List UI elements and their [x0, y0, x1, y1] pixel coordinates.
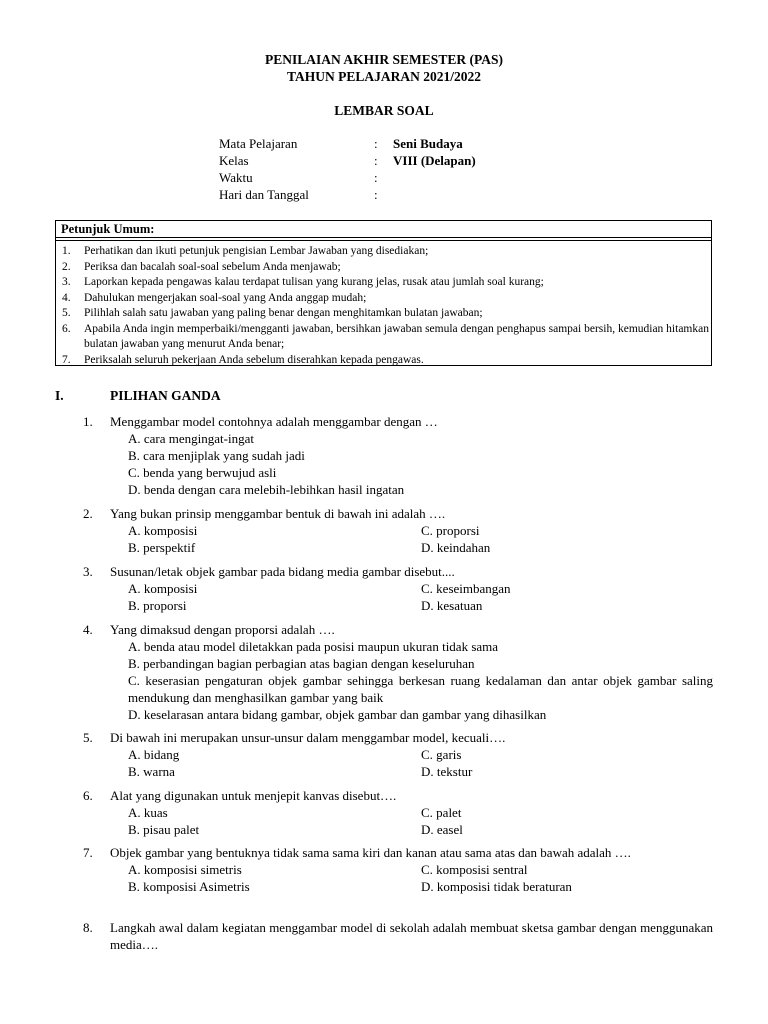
meta-row-class: [219, 152, 619, 169]
option-b[interactable]: B. warna: [128, 764, 175, 779]
option-c[interactable]: C. keserasian pengaturan objek gambar sehingga berkesan ruang kedalaman dan antar objek gambar saling mendukung dan menghasilkan gambar yang baik: [128, 673, 713, 705]
instruction-text: Laporkan kepada pengawas kalau terdapat tulisan yang kurang jelas, rusak atau jumlah soal kurang;: [84, 276, 544, 288]
question-number: 8.: [83, 920, 93, 935]
option-c[interactable]: C. komposisi sentral: [421, 862, 528, 877]
option-d[interactable]: D. keindahan: [421, 540, 491, 555]
instruction-text: Apabila Anda ingin memperbaiki/mengganti jawaban, bersihkan jawaban semula dengan penghapus sampai bersih, kemudian hitamkan bulatan jawaban yang menurut Anda benar;: [84, 322, 709, 350]
question-text: Di bawah ini merupakan unsur-unsur dalam menggambar model, kecuali….: [110, 730, 506, 745]
option-b[interactable]: B. proporsi: [128, 598, 187, 613]
question-text: Yang bukan prinsip menggambar bentuk di bawah ini adalah ….: [110, 506, 446, 521]
instruction-number: 3.: [62, 276, 71, 288]
question-6: [83, 787, 713, 838]
option-b[interactable]: B. cara menjiplak yang sudah jadi: [128, 448, 305, 463]
instructions-list: [56, 244, 711, 368]
option-b[interactable]: B. pisau palet: [128, 822, 200, 837]
instruction-item: [56, 291, 711, 307]
instruction-item: [56, 260, 711, 276]
question-number: 5.: [83, 730, 93, 745]
option-c[interactable]: C. palet: [421, 805, 462, 820]
meta-label: Hari dan Tanggal: [219, 187, 309, 202]
instruction-item: [56, 244, 711, 260]
instruction-number: 5.: [62, 307, 71, 319]
question-number: 3.: [83, 564, 93, 579]
instruction-text: Periksa dan bacalah soal-soal sebelum Anda menjawab;: [84, 260, 341, 273]
options-grid: [128, 580, 713, 614]
section-heading: [55, 388, 221, 404]
question-number: 7.: [83, 845, 93, 860]
question-number: 6.: [83, 788, 93, 803]
header-title-line2: TAHUN PELAJARAN 2021/2022: [286, 69, 481, 84]
options-grid: [128, 861, 713, 895]
instruction-text: Pilihlah salah satu jawaban yang paling benar dengan menghitamkan bulatan jawaban;: [84, 307, 483, 319]
header-title-line1: PENILAIAN AKHIR SEMESTER (PAS): [265, 52, 503, 67]
instructions-title: Petunjuk Umum:: [56, 221, 711, 238]
meta-row-time: [219, 169, 619, 186]
section-title: PILIHAN GANDA: [110, 388, 221, 403]
question-number: 4.: [83, 622, 93, 637]
meta-label: Kelas: [219, 153, 249, 168]
option-a[interactable]: A. bidang: [128, 747, 180, 762]
options-grid: [128, 804, 713, 838]
instruction-text: Perhatikan dan ikuti petunjuk pengisian Lembar Jawaban yang disediakan;: [84, 245, 429, 257]
meta-row-date: [219, 186, 619, 203]
meta-colon: :: [374, 187, 378, 202]
instructions-box: [55, 220, 712, 366]
exam-meta: [219, 135, 619, 203]
option-a[interactable]: A. cara mengingat-ingat: [128, 431, 254, 446]
instruction-number: 2.: [62, 260, 71, 273]
question-1: [83, 413, 713, 498]
option-d[interactable]: D. keselarasan antara bidang gambar, objek gambar dan gambar yang dihasilkan: [128, 707, 547, 722]
instruction-text: Periksalah seluruh pekerjaan Anda sebelum diserahkan kepada pengawas.: [84, 353, 424, 366]
question-5: [83, 729, 713, 780]
instruction-item: [56, 322, 711, 353]
meta-row-subject: [219, 135, 619, 152]
question-number: 2.: [83, 506, 93, 521]
option-b[interactable]: B. komposisi Asimetris: [128, 879, 250, 894]
option-a[interactable]: A. komposisi simetris: [128, 862, 242, 877]
option-a[interactable]: A. komposisi: [128, 581, 198, 596]
meta-label: Waktu: [219, 170, 253, 185]
question-number: 1.: [83, 414, 93, 429]
options-list: [128, 430, 713, 498]
meta-label: Mata Pelajaran: [219, 136, 298, 151]
option-a[interactable]: A. kuas: [128, 805, 168, 820]
meta-colon: :: [374, 170, 378, 185]
question-text: Objek gambar yang bentuknya tidak sama sama kiri dan kanan atau sama atas dan bawah adalah ….: [110, 845, 631, 860]
option-c[interactable]: C. keseimbangan: [421, 581, 511, 596]
question-3: [83, 563, 713, 614]
instruction-item: [56, 306, 711, 322]
option-c[interactable]: C. garis: [421, 747, 462, 762]
header-subtitle: LEMBAR SOAL: [334, 103, 434, 118]
instruction-number: 6.: [62, 322, 71, 335]
option-c[interactable]: C. proporsi: [421, 523, 480, 538]
option-b[interactable]: B. perbandingan bagian perbagian atas bagian dengan keseluruhan: [128, 656, 475, 671]
question-4: [83, 621, 713, 723]
section-number: I.: [55, 388, 64, 403]
question-text: Langkah awal dalam kegiatan menggambar model di sekolah adalah membuat sketsa gambar dengan menggunakan media….: [110, 920, 713, 952]
meta-value: Seni Budaya: [393, 136, 463, 151]
options-grid: [128, 746, 713, 780]
option-d[interactable]: D. komposisi tidak beraturan: [421, 879, 572, 894]
instruction-number: 7.: [62, 353, 71, 366]
instructions-divider: [56, 240, 711, 241]
meta-value: VIII (Delapan): [393, 153, 476, 168]
question-8: [83, 919, 713, 953]
instruction-item: [56, 275, 711, 291]
instruction-text: Dahulukan mengerjakan soal-soal yang Anda anggap mudah;: [84, 291, 367, 304]
option-d[interactable]: D. easel: [421, 822, 463, 837]
option-b[interactable]: B. perspektif: [128, 540, 196, 555]
options-list: [128, 638, 713, 723]
instruction-number: 4.: [62, 291, 71, 304]
option-a[interactable]: A. komposisi: [128, 523, 198, 538]
question-text: Yang dimaksud dengan proporsi adalah ….: [110, 622, 335, 637]
question-text: Menggambar model contohnya adalah menggambar dengan …: [110, 414, 438, 429]
option-d[interactable]: D. tekstur: [421, 764, 473, 779]
question-text: Susunan/letak objek gambar pada bidang media gambar disebut....: [110, 564, 455, 579]
option-d[interactable]: D. kesatuan: [421, 598, 483, 613]
question-7: [83, 844, 713, 895]
instruction-number: 1.: [62, 245, 71, 257]
meta-colon: :: [374, 136, 378, 151]
question-text: Alat yang digunakan untuk menjepit kanvas disebut….: [110, 788, 397, 803]
question-2: [83, 505, 713, 556]
option-d[interactable]: D. benda dengan cara melebih-lebihkan hasil ingatan: [128, 482, 405, 497]
meta-colon: :: [374, 153, 378, 168]
option-a[interactable]: A. benda atau model diletakkan pada posisi maupun ukuran tidak sama: [128, 639, 499, 654]
option-c[interactable]: C. benda yang berwujud asli: [128, 465, 277, 480]
options-grid: [128, 522, 713, 556]
instruction-item: [56, 353, 711, 369]
